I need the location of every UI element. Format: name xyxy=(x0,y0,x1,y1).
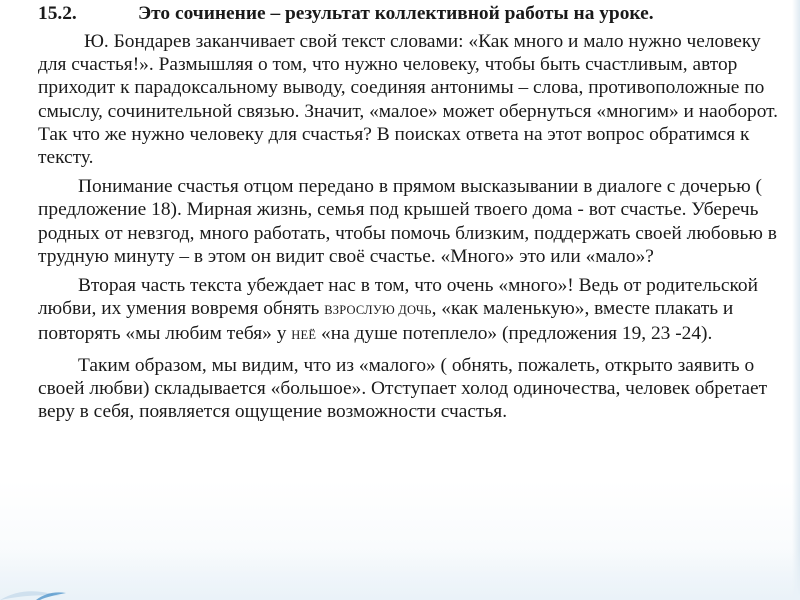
small-caps-word-her: НЕЁ xyxy=(291,328,317,343)
paragraph-3-part-b: , «как маленькую», вместе плакать и повторять «мы любим тебя» у xyxy=(38,298,734,345)
task-number: 15.2. xyxy=(38,3,77,24)
paragraph-1: Ю. Бондарев заканчивает свой текст словами: «Как много и мало нужно человеку для счастья!». Размышляя о том, что нужно человеку, чтобы быть счастливым, автор приходит к парадоксальному выводу, соединяя антонимы – слова, противоположные по смыслу, сочинительной связью. Значит, «малое» может обернуться «многим» и наоборот. Так что же нужно человеку для счастья? В поисках ответа на этот вопрос обратимся к тексту. xyxy=(38,31,779,169)
paragraph-2: Понимание счастья отцом передано в прямом высказывании в диалоге с дочерью ( предложение 18). Мирная жизнь, семья под крышей твоего дома - вот счастье. Уберечь родных от невзгод, много работать, чтобы помочь близким, поддержать своей любовью в трудную минуту – в этом он видит своё счастье. «Много» это или «мало»? xyxy=(38,176,777,267)
slide-edge-right xyxy=(792,0,800,600)
slide-edge-bottom xyxy=(0,550,800,600)
small-caps-phrase-adult-daughter: ВЗРОСЛУЮ ДОЧЬ xyxy=(324,303,432,318)
essay-text-block xyxy=(38,2,790,429)
essay-heading xyxy=(38,2,790,26)
paragraph-3-part-a: Вторая часть текста убеждает нас в том, что очень «много»! Ведь от родительской любви, их умения вовремя обнять xyxy=(38,275,758,320)
paragraph-4: Таким образом, мы видим, что из «малого» ( обнять, пожалеть, открыто заявить о своей любви) складывается «большое». Отступает холод одиночества, человек обретает веру в себя, появляется ощущение возможности счастья. xyxy=(38,354,768,423)
paragraph-3 xyxy=(38,274,790,348)
wave-decoration-icon xyxy=(0,560,120,600)
paragraph-3-part-c: «на душе потеплело» (предложения 19, 23 -24). xyxy=(316,323,713,345)
essay-title: Это сочинение – результат коллективной работы на уроке. xyxy=(138,3,654,24)
